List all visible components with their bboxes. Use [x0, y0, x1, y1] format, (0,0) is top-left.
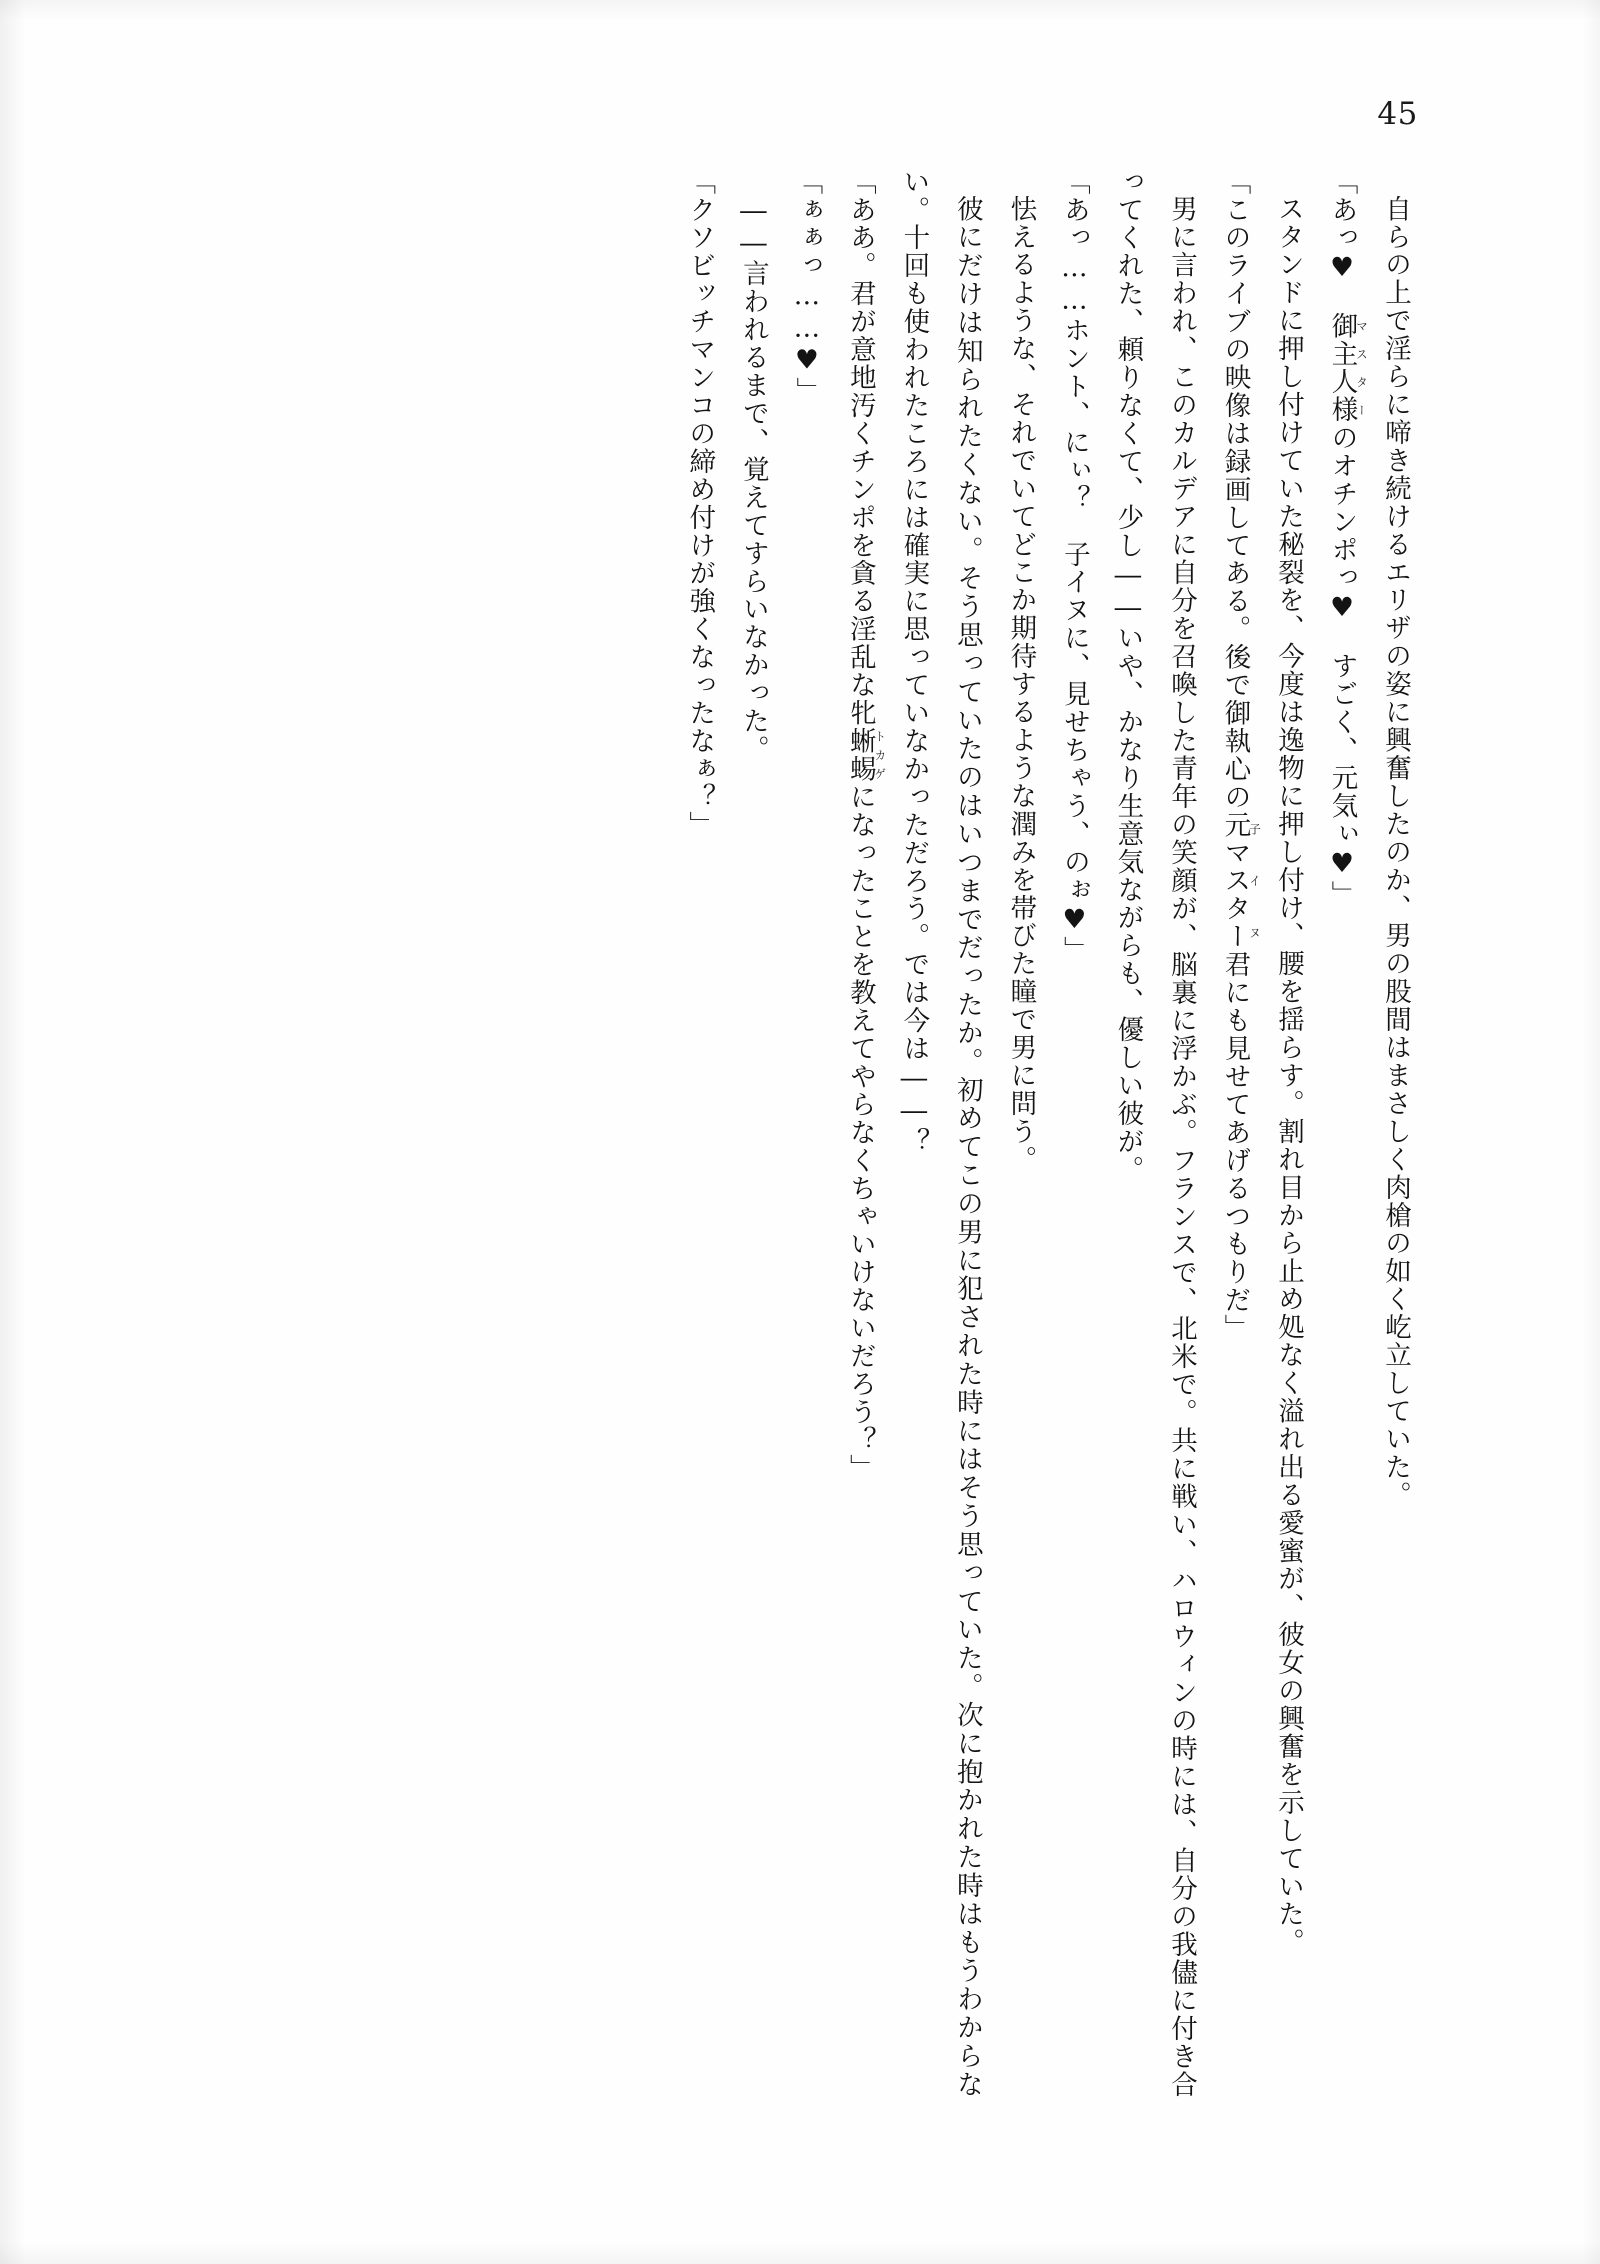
paragraph: 自らの上で淫らに啼き続けるエリザの姿に興奮したのか、男の股間はまさしく肉槍の如く屹立していた。: [1380, 194, 1411, 1509]
paragraph: 怯えるような、それでいてどこか期待するような潤みを帯びた瞳で男に問う。: [1005, 194, 1037, 1174]
body-text-vertical: [172, 168, 1422, 2098]
scan-edge-bottom: [0, 2242, 1600, 2264]
paragraph: 「あっ♥ 御主人様マスターのオチンポっ♥ すごく、元気ぃ♥」: [1326, 168, 1369, 909]
scan-edge-left: [0, 0, 26, 2264]
paragraph: 「ああ。君が意地汚くチンポを貪る淫乱な牝蜥蜴トカゲになったことを教えてやらなくちゃいけないだろう？」: [844, 168, 888, 1483]
scan-edge-right: [1582, 0, 1600, 2264]
paragraph: スタンドに押し付けていた秘裂を、今度は逸物に押し付け、腰を揺らす。割れ目から止め処なく溢れ出る愛蜜が、彼女の興奮を示していた。: [1272, 194, 1304, 1956]
paragraph: 彼にだけは知られたくない。そう思っていたのはいつまでだったか。初めてこの男に犯された時にはそう思っていた。次に抱かれた時はもうわからない。十回も使われたころには確実に思っていなかっただろう。では今は――？: [898, 168, 983, 2098]
paragraph: 「あっ……ホント、にぃ？ 子イヌに、見せちゃう、のぉ♥」: [1058, 168, 1090, 965]
paragraph: 「このライブの映像は録画してある。後で御執心の元マスター子イヌ君にも見せてあげるつもりだ」: [1219, 168, 1262, 1343]
paragraph: ――言われるまで、覚えてすらいなかった。: [737, 194, 769, 763]
page-number: 45: [1377, 96, 1418, 132]
scan-edge-top: [0, 0, 1600, 20]
paragraph: 男に言われ、このカルデアに自分を召喚した青年の笑顔が、脳裏に浮かぶ。フランスで、北米で。共に戦い、ハロウィンの時には、自分の我儘に付き合ってくれた、頼りなくて、少し――いや、かなり生意気ながらも、優しい彼が。: [1112, 168, 1197, 2098]
paragraph: 「クソビッチマンコの締め付けが強くなったなぁ？」: [684, 168, 716, 839]
paragraph: 「ぁぁっ……♥」: [791, 168, 823, 406]
